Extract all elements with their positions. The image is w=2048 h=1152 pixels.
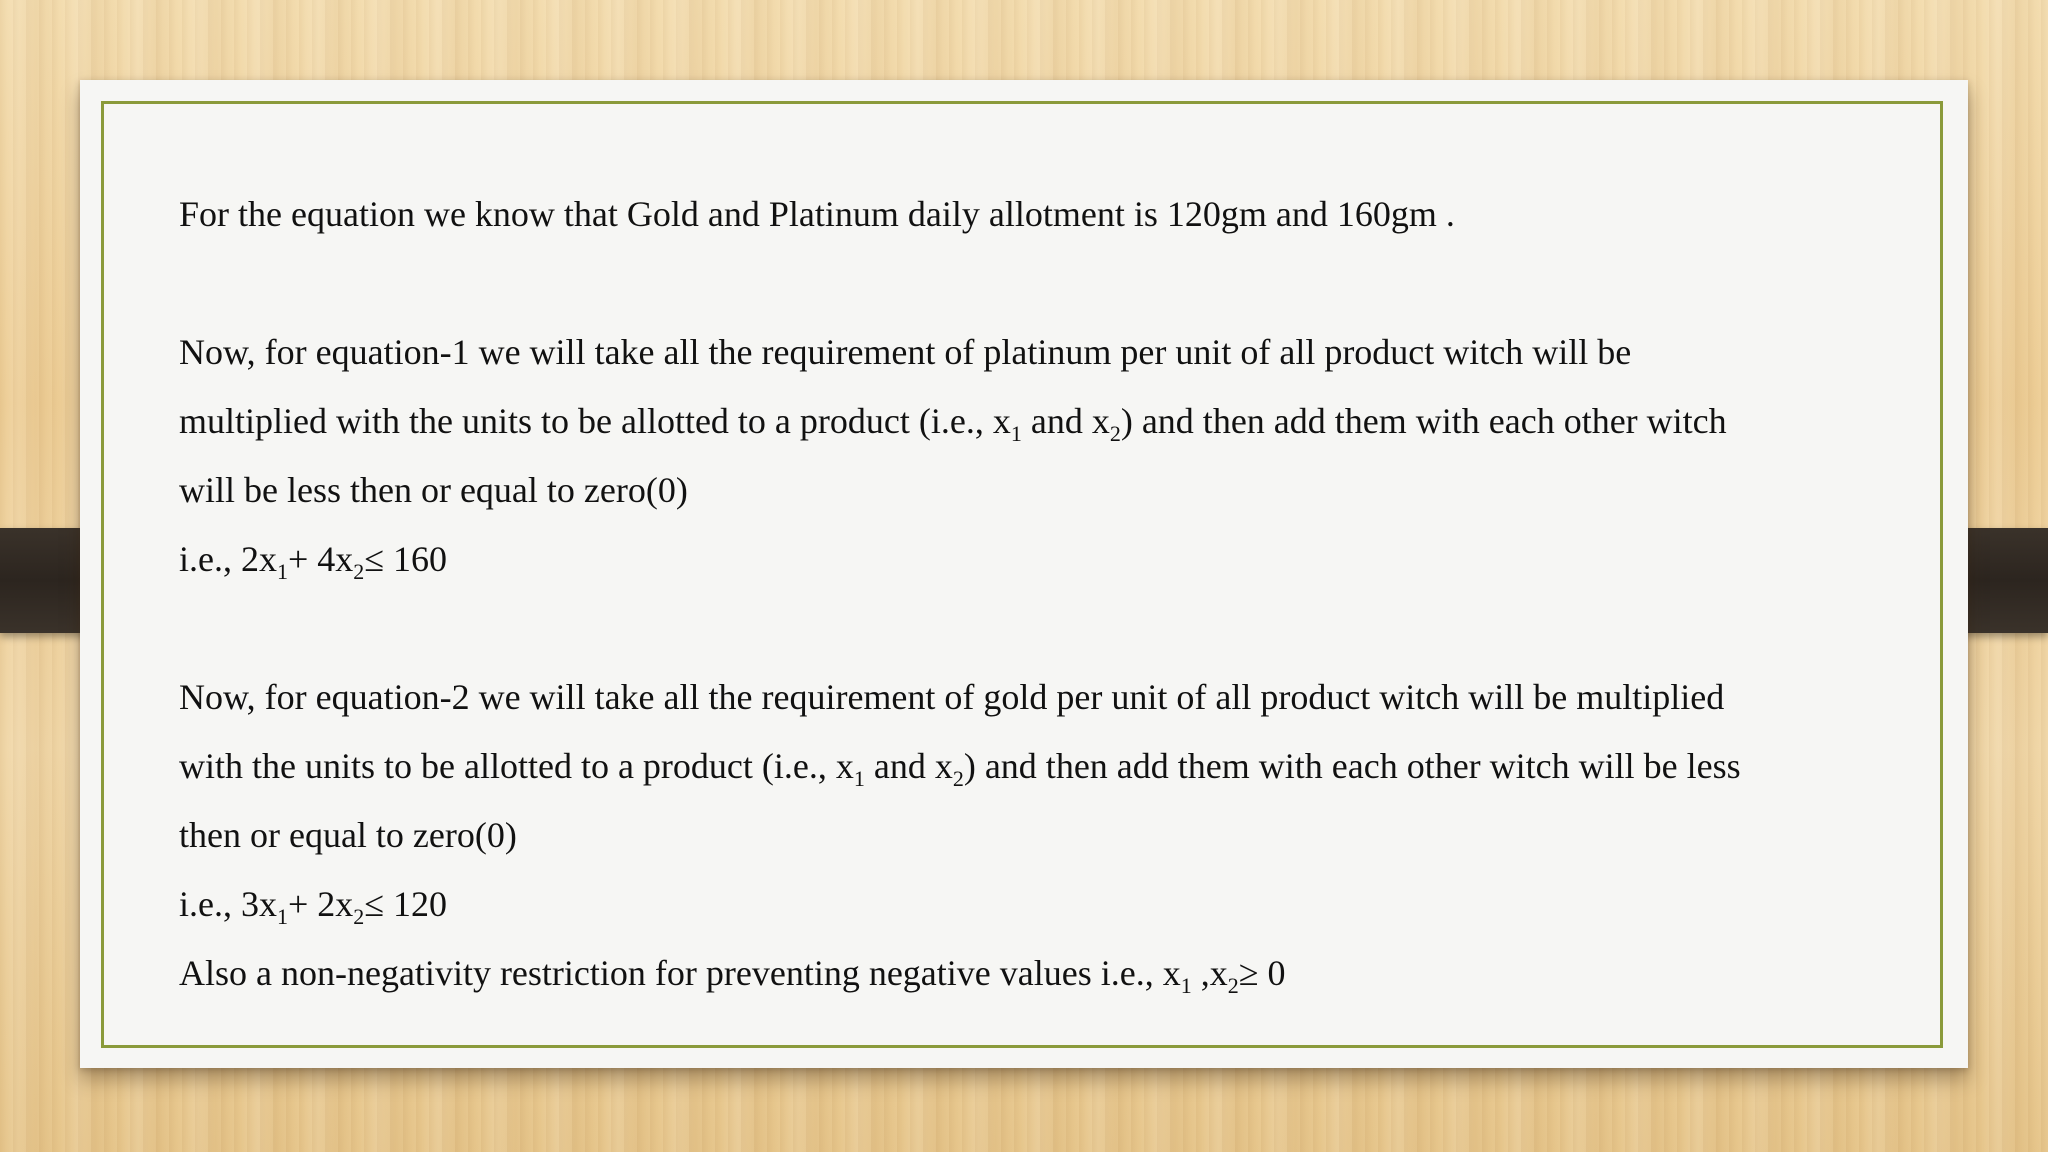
slide-content	[179, 180, 1879, 1008]
subscript-2: 2	[353, 559, 365, 584]
equation-1-line-3: will be less then or equal to zero(0)	[179, 470, 688, 510]
subscript-1: 1	[1010, 421, 1022, 446]
equation-2-formula: i.e., $3x_1+ 2x_2\le 120$	[179, 884, 448, 929]
subscript-1: 1	[1180, 973, 1192, 998]
subscript-2: 2	[353, 904, 365, 929]
equation-2-line-2: with the units to be allotted to a product (i.e., $x_1$ and $x_2$) and then add them with each other witch will be less	[179, 746, 1741, 791]
subscript-2: 2	[1227, 973, 1239, 998]
subscript-2: 2	[1109, 421, 1121, 446]
subscript-2: 2	[952, 766, 964, 791]
equation-1-line-2: multiplied with the units to be allotted to a product (i.e., $x_1$ and $x_2$) and then add them with each other witch	[179, 401, 1727, 446]
non-negativity-restriction: Also a non-negativity restriction for preventing negative values i.e., $x_1$ $,x_2\ge 0$	[179, 953, 1286, 998]
equation-2-line-1: Now, for equation-2 we will take all the requirement of gold per unit of all product witch will be multiplied	[179, 677, 1725, 717]
subscript-1: 1	[853, 766, 865, 791]
subscript-1: 1	[276, 904, 288, 929]
intro-text: For the equation we know that Gold and Platinum daily allotment is 120gm and 160gm .	[179, 194, 1455, 234]
equation-1-line-1: Now, for equation-1 we will take all the requirement of platinum per unit of all product witch will be	[179, 332, 1632, 372]
equation-1-formula: i.e., $2x_1+ 4x_2\le 160$	[179, 539, 448, 584]
equation-2-line-3: then or equal to zero(0)	[179, 815, 517, 855]
subscript-1: 1	[276, 559, 288, 584]
spacer	[179, 594, 1879, 663]
spacer	[179, 249, 1879, 318]
